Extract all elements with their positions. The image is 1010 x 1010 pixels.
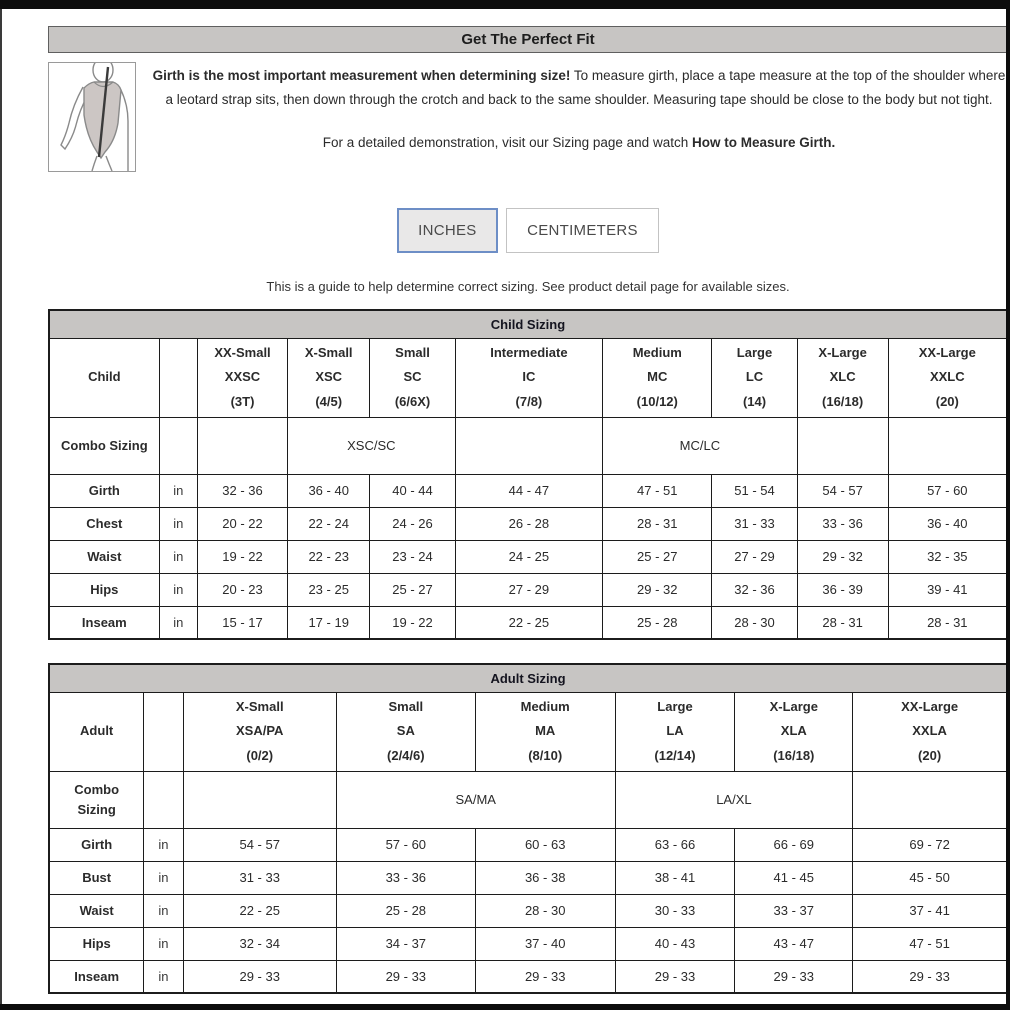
size-range-cell: 32 - 35	[888, 540, 1007, 573]
size-range-cell: 36 - 40	[888, 507, 1007, 540]
size-range-cell: 43 - 47	[735, 927, 853, 960]
size-range-cell: 36 - 40	[288, 474, 370, 507]
size-numbers: (20)	[935, 393, 959, 409]
size-range-cell: 19 - 22	[370, 606, 455, 639]
size-numbers: (12/14)	[654, 747, 696, 763]
size-numbers: (2/4/6)	[387, 747, 425, 763]
size-range-cell: 29 - 33	[853, 960, 1007, 993]
size-range-cell: 20 - 23	[197, 573, 287, 606]
unit-cell: in	[159, 474, 197, 507]
window-frame-left	[0, 9, 2, 1010]
combo-sizing-label: Combo Sizing	[49, 771, 144, 828]
girth-bold-lead: Girth is the most important measurement when determining size!	[152, 68, 571, 83]
size-range-cell: 29 - 33	[475, 960, 615, 993]
table-row	[49, 927, 1007, 960]
size-code: MC	[647, 369, 668, 385]
measurement-label: Girth	[49, 474, 159, 507]
size-range-cell: 66 - 69	[735, 828, 853, 861]
table-row	[49, 606, 1007, 639]
column-header	[288, 338, 370, 417]
size-range-cell: 31 - 33	[183, 861, 336, 894]
column-header	[797, 338, 888, 417]
size-name: XX-Large	[918, 345, 976, 361]
combo-sizing-cell	[197, 417, 287, 474]
unit-cell: in	[144, 894, 183, 927]
sizing-guide-note: This is a guide to help determine correct sizing. See product detail page for available sizes.	[266, 279, 790, 294]
combo-sizing-cell: XSC/SC	[288, 417, 456, 474]
size-code: XSA/PA	[236, 723, 284, 739]
size-name: X-Large	[769, 699, 818, 715]
size-range-cell: 51 - 54	[712, 474, 797, 507]
size-range-cell: 25 - 27	[370, 573, 455, 606]
size-range-cell: 37 - 41	[853, 894, 1007, 927]
unit-cell: in	[159, 507, 197, 540]
window-frame-top	[0, 0, 1010, 9]
size-numbers: (10/12)	[636, 393, 678, 409]
size-numbers: (20)	[918, 747, 942, 763]
size-numbers: (16/18)	[822, 393, 864, 409]
combo-sizing-cell	[455, 417, 603, 474]
size-code: XLA	[780, 723, 807, 739]
table-row	[49, 573, 1007, 606]
adult-sizing-table	[48, 663, 1008, 994]
size-range-cell: 33 - 36	[336, 861, 475, 894]
column-header	[370, 338, 455, 417]
size-numbers: (3T)	[230, 393, 255, 409]
unit-cell: in	[144, 927, 183, 960]
size-name: X-Large	[818, 345, 867, 361]
intro-section	[48, 62, 1008, 172]
size-code: LC	[745, 369, 764, 385]
measurement-label: Hips	[49, 927, 144, 960]
leotard-figure-icon	[49, 63, 135, 171]
centimeters-button[interactable]: CENTIMETERS	[506, 208, 659, 253]
unit-cell: in	[144, 960, 183, 993]
table-title: Adult Sizing	[49, 664, 1007, 692]
measurement-label: Girth	[49, 828, 144, 861]
unit-header-cell	[159, 338, 197, 417]
size-code: XXLC	[929, 369, 965, 385]
unit-cell: in	[144, 861, 183, 894]
unit-cell: in	[159, 540, 197, 573]
size-range-cell: 54 - 57	[183, 828, 336, 861]
size-code: XLC	[829, 369, 856, 385]
size-numbers: (14)	[742, 393, 767, 409]
unit-header-cell	[144, 692, 183, 771]
size-name: Intermediate	[490, 345, 568, 361]
column-header	[603, 338, 712, 417]
table-row	[49, 861, 1007, 894]
size-range-cell: 39 - 41	[888, 573, 1007, 606]
size-name: Medium	[632, 345, 682, 361]
size-range-cell: 28 - 31	[888, 606, 1007, 639]
girth-paragraph	[150, 64, 1008, 111]
column-header	[853, 692, 1007, 771]
size-range-cell: 19 - 22	[197, 540, 287, 573]
size-numbers: (8/10)	[528, 747, 563, 763]
size-range-cell: 20 - 22	[197, 507, 287, 540]
measurement-label: Inseam	[49, 960, 144, 993]
table-row	[49, 894, 1007, 927]
size-range-cell: 29 - 33	[735, 960, 853, 993]
size-numbers: (6/6X)	[394, 393, 431, 409]
table-row	[49, 960, 1007, 993]
size-range-cell: 47 - 51	[853, 927, 1007, 960]
column-header	[455, 338, 603, 417]
size-code: MA	[535, 723, 556, 739]
column-header	[336, 692, 475, 771]
girth-measurement-illustration	[48, 62, 136, 172]
demo-note	[150, 131, 1008, 155]
size-range-cell: 69 - 72	[853, 828, 1007, 861]
demo-bold: How to Measure Girth.	[691, 135, 836, 151]
size-range-cell: 24 - 25	[455, 540, 603, 573]
size-range-cell: 31 - 33	[712, 507, 797, 540]
column-header	[735, 692, 853, 771]
size-code: XSC	[315, 369, 343, 385]
column-header	[712, 338, 797, 417]
size-range-cell: 60 - 63	[475, 828, 615, 861]
size-numbers: (7/8)	[515, 393, 543, 409]
size-name: Large	[736, 345, 773, 361]
girth-instructions	[150, 62, 1008, 172]
size-range-cell: 47 - 51	[603, 474, 712, 507]
size-numbers: (0/2)	[246, 747, 274, 763]
size-range-cell: 15 - 17	[197, 606, 287, 639]
combo-sizing-cell: LA/XL	[615, 771, 853, 828]
size-name: Small	[395, 345, 430, 361]
size-name: XX-Large	[901, 699, 959, 715]
size-code: LA	[666, 723, 684, 739]
measurement-label: Inseam	[49, 606, 159, 639]
table-row	[49, 507, 1007, 540]
measurement-label: Waist	[49, 894, 144, 927]
combo-sizing-cell	[888, 417, 1007, 474]
combo-unit-cell	[159, 417, 197, 474]
size-range-cell: 63 - 66	[615, 828, 735, 861]
size-range-cell: 29 - 32	[797, 540, 888, 573]
size-range-cell: 26 - 28	[455, 507, 603, 540]
combo-unit-cell	[144, 771, 183, 828]
combo-sizing-cell: SA/MA	[336, 771, 615, 828]
child-sizing-table	[48, 309, 1008, 640]
girth-body-text: To measure girth, place a tape measure at the top of the shoulder where a leotard strap sits, then down through the crotch and back to the same shoulder. Measuring tape should be close to the body but not tight.	[165, 68, 1006, 107]
page-title: Get The Perfect Fit	[48, 26, 1008, 53]
demo-prefix: For a detailed demonstration, visit our Sizing page and watch	[322, 135, 692, 151]
size-range-cell: 27 - 29	[455, 573, 603, 606]
unit-cell: in	[159, 573, 197, 606]
size-range-cell: 45 - 50	[853, 861, 1007, 894]
size-name: Medium	[520, 699, 570, 715]
size-range-cell: 23 - 24	[370, 540, 455, 573]
table-title: Child Sizing	[49, 310, 1007, 338]
size-range-cell: 44 - 47	[455, 474, 603, 507]
size-range-cell: 28 - 30	[712, 606, 797, 639]
combo-sizing-cell	[853, 771, 1007, 828]
size-range-cell: 17 - 19	[288, 606, 370, 639]
size-range-cell: 34 - 37	[336, 927, 475, 960]
table-row-label: Child	[49, 338, 159, 417]
column-header	[197, 338, 287, 417]
size-numbers: (4/5)	[315, 393, 343, 409]
size-code: IC	[522, 369, 536, 385]
size-range-cell: 32 - 36	[712, 573, 797, 606]
size-name: XX-Small	[214, 345, 271, 361]
size-range-cell: 29 - 33	[336, 960, 475, 993]
sizing-guide-page	[48, 9, 1008, 994]
size-range-cell: 38 - 41	[615, 861, 735, 894]
size-range-cell: 54 - 57	[797, 474, 888, 507]
size-range-cell: 32 - 34	[183, 927, 336, 960]
window-frame-bottom	[0, 1004, 1010, 1010]
size-name: X-Small	[235, 699, 284, 715]
size-range-cell: 24 - 26	[370, 507, 455, 540]
size-range-cell: 30 - 33	[615, 894, 735, 927]
size-range-cell: 23 - 25	[288, 573, 370, 606]
column-header	[475, 692, 615, 771]
size-range-cell: 28 - 30	[475, 894, 615, 927]
measurement-label: Hips	[49, 573, 159, 606]
combo-sizing-cell: MC/LC	[603, 417, 797, 474]
size-range-cell: 40 - 43	[615, 927, 735, 960]
size-range-cell: 29 - 33	[183, 960, 336, 993]
measurement-label: Bust	[49, 861, 144, 894]
window-frame-right	[1006, 0, 1010, 1010]
inches-button[interactable]: INCHES	[397, 208, 497, 253]
measurement-label: Waist	[49, 540, 159, 573]
column-header	[888, 338, 1007, 417]
unit-cell: in	[144, 828, 183, 861]
column-header	[615, 692, 735, 771]
size-range-cell: 33 - 36	[797, 507, 888, 540]
size-range-cell: 22 - 24	[288, 507, 370, 540]
size-range-cell: 29 - 33	[615, 960, 735, 993]
size-name: X-Small	[304, 345, 353, 361]
size-code: XXLA	[912, 723, 947, 739]
measurement-label: Chest	[49, 507, 159, 540]
size-code: XXSC	[224, 369, 261, 385]
unit-cell: in	[159, 606, 197, 639]
size-range-cell: 41 - 45	[735, 861, 853, 894]
size-range-cell: 33 - 37	[735, 894, 853, 927]
column-header	[183, 692, 336, 771]
size-range-cell: 57 - 60	[888, 474, 1007, 507]
size-range-cell: 27 - 29	[712, 540, 797, 573]
size-range-cell: 37 - 40	[475, 927, 615, 960]
size-range-cell: 22 - 23	[288, 540, 370, 573]
size-range-cell: 32 - 36	[197, 474, 287, 507]
size-range-cell: 22 - 25	[455, 606, 603, 639]
size-code: SC	[403, 369, 422, 385]
table-row-label: Adult	[49, 692, 144, 771]
size-name: Large	[657, 699, 693, 715]
combo-sizing-cell	[183, 771, 336, 828]
size-name: Small	[388, 699, 424, 715]
combo-sizing-cell	[797, 417, 888, 474]
combo-sizing-label: Combo Sizing	[49, 417, 159, 474]
size-range-cell: 36 - 39	[797, 573, 888, 606]
size-range-cell: 57 - 60	[336, 828, 475, 861]
size-range-cell: 22 - 25	[183, 894, 336, 927]
table-row	[49, 828, 1007, 861]
size-range-cell: 40 - 44	[370, 474, 455, 507]
size-range-cell: 28 - 31	[603, 507, 712, 540]
size-numbers: (16/18)	[773, 747, 815, 763]
size-range-cell: 28 - 31	[797, 606, 888, 639]
size-range-cell: 36 - 38	[475, 861, 615, 894]
size-range-cell: 25 - 28	[336, 894, 475, 927]
table-row	[49, 474, 1007, 507]
size-range-cell: 29 - 32	[603, 573, 712, 606]
size-range-cell: 25 - 28	[603, 606, 712, 639]
size-code: SA	[396, 723, 415, 739]
unit-toggle	[48, 208, 1008, 253]
table-row	[49, 540, 1007, 573]
size-range-cell: 25 - 27	[603, 540, 712, 573]
